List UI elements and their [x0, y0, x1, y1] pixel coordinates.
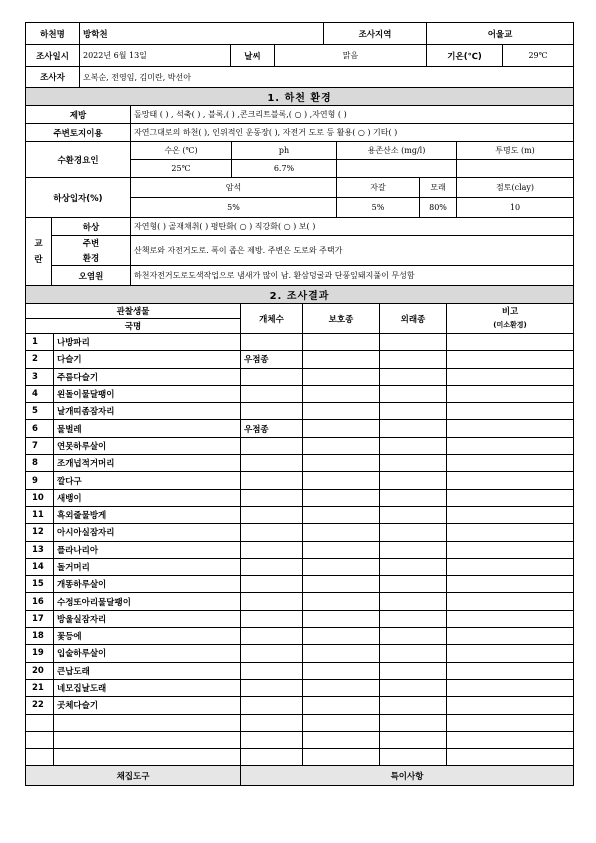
water-env-label: 수환경요인 — [26, 142, 131, 178]
region-label: 조사지역 — [324, 23, 427, 45]
table-row — [26, 541, 574, 558]
species-name: 흑외줄물방게 — [54, 506, 241, 523]
protected-cell — [303, 662, 380, 679]
note-cell — [447, 489, 574, 506]
protected-cell — [303, 610, 380, 627]
species-name: 꽃등에 — [54, 628, 241, 645]
row-number: 7 — [26, 437, 54, 454]
river-name-label: 하천명 — [26, 23, 80, 45]
substrate-value-sand: 80% — [420, 198, 457, 218]
note-cell — [447, 628, 574, 645]
observed-header: 관찰생물 — [26, 304, 241, 319]
note-header — [447, 304, 574, 334]
protected-cell — [303, 334, 380, 351]
species-name: 아시아실잠자리 — [54, 524, 241, 541]
species-name: 깔다구 — [54, 472, 241, 489]
species-count — [241, 610, 303, 627]
invasive-cell — [380, 334, 447, 351]
river-environment-table — [25, 87, 574, 286]
protected-cell — [303, 420, 380, 437]
species-count — [241, 437, 303, 454]
date-value: 2022년 6월 13일 — [80, 45, 231, 67]
note-cell — [447, 645, 574, 662]
table-row — [26, 403, 574, 420]
protected-cell — [303, 524, 380, 541]
note-cell — [447, 576, 574, 593]
substrate-header-gravel: 자갈 — [337, 178, 420, 198]
land-use-label: 주변토지이용 — [26, 124, 131, 142]
row-number: 10 — [26, 489, 54, 506]
table-row — [26, 472, 574, 489]
protected-header: 보호종 — [303, 304, 380, 334]
note-cell — [447, 455, 574, 472]
species-name: 개똥하루살이 — [54, 576, 241, 593]
species-count — [241, 576, 303, 593]
species-count — [241, 506, 303, 523]
substrate-header-sand: 모래 — [420, 178, 457, 198]
section-1-title: 1. 하천 환경 — [26, 88, 574, 106]
table-row — [26, 697, 574, 714]
protected-cell — [303, 679, 380, 696]
weather-value: 맑음 — [275, 45, 427, 67]
protected-cell — [303, 593, 380, 610]
row-number: 2 — [26, 351, 54, 368]
note-cell — [447, 662, 574, 679]
species-name: 새뱅이 — [54, 489, 241, 506]
table-row — [26, 385, 574, 402]
table-row — [26, 524, 574, 541]
species-count — [241, 593, 303, 610]
species-count — [241, 368, 303, 385]
species-count — [241, 524, 303, 541]
note-cell — [447, 506, 574, 523]
substrate-header-rock: 암석 — [131, 178, 337, 198]
row-number: 20 — [26, 662, 54, 679]
region-value: 어울교 — [427, 23, 574, 45]
section-2-title: 2. 조사결과 — [26, 286, 574, 304]
water-header-ph: ph — [232, 142, 337, 160]
note-cell — [447, 385, 574, 402]
substrate-label: 하상입자(%) — [26, 178, 131, 218]
table-row — [26, 645, 574, 662]
survey-form — [25, 22, 573, 786]
row-number: 11 — [26, 506, 54, 523]
protected-cell — [303, 645, 380, 662]
invasive-cell — [380, 385, 447, 402]
invasive-cell — [380, 437, 447, 454]
note-header-label: 비고 — [501, 306, 519, 317]
land-use-value: 자연그대로의 하천( ), 인위적인 운동장( ), 자전거 도로 등 활용( ○ ) 기타( ) — [131, 124, 574, 142]
table-row — [26, 368, 574, 385]
invasive-cell — [380, 368, 447, 385]
species-count — [241, 403, 303, 420]
invasive-cell — [380, 662, 447, 679]
pollution-value: 하천자전거도로도색작업으로 냄새가 많이 남. 환삼덩굴과 단풍잎돼지풀이 무성함 — [131, 266, 574, 286]
row-number: 13 — [26, 541, 54, 558]
species-name: 연못하루살이 — [54, 437, 241, 454]
species-name: 네모집날도래 — [54, 679, 241, 696]
surveyor-label: 조사자 — [26, 67, 80, 88]
table-row — [26, 351, 574, 368]
species-list — [26, 334, 574, 715]
table-row — [26, 455, 574, 472]
invasive-cell — [380, 593, 447, 610]
species-count — [241, 697, 303, 714]
name-header: 국명 — [26, 319, 241, 334]
row-number: 14 — [26, 558, 54, 575]
species-count — [241, 334, 303, 351]
tools-label: 채집도구 — [26, 766, 241, 786]
row-number: 21 — [26, 679, 54, 696]
species-name: 조개넙적거머리 — [54, 455, 241, 472]
invasive-cell — [380, 576, 447, 593]
protected-cell — [303, 437, 380, 454]
note-cell — [447, 558, 574, 575]
embankment-value: 돌망태 ( ) , 석축( ) , 블록,( ) ,콘크리트블록,( ○ ) ,자연형 ( ) — [131, 106, 574, 124]
note-cell — [447, 334, 574, 351]
species-name: 다슬기 — [54, 351, 241, 368]
surround-value: 산책로와 자전거도로. 폭이 좁은 제방. 주변은 도로와 주택가 — [131, 236, 574, 266]
species-count — [241, 645, 303, 662]
species-count — [241, 489, 303, 506]
invasive-cell — [380, 403, 447, 420]
embankment-label: 제방 — [26, 106, 131, 124]
species-name: 플라나리아 — [54, 541, 241, 558]
table-row — [26, 437, 574, 454]
invasive-cell — [380, 558, 447, 575]
surveyor-value: 오복순, 전영임, 김미란, 박선아 — [80, 67, 574, 88]
substrate-value-gravel: 5% — [337, 198, 420, 218]
protected-cell — [303, 368, 380, 385]
row-number: 19 — [26, 645, 54, 662]
invasive-header: 외래종 — [380, 304, 447, 334]
invasive-cell — [380, 351, 447, 368]
protected-cell — [303, 489, 380, 506]
substrate-header-clay: 점토(clay) — [457, 178, 574, 198]
species-name: 방울실잠자리 — [54, 610, 241, 627]
temperature-label: 기온(℃) — [427, 45, 503, 67]
weather-label: 날씨 — [231, 45, 275, 67]
table-row — [26, 628, 574, 645]
note-cell — [447, 472, 574, 489]
species-count — [241, 455, 303, 472]
count-header: 개체수 — [241, 304, 303, 334]
protected-cell — [303, 403, 380, 420]
invasive-cell — [380, 455, 447, 472]
note-cell — [447, 524, 574, 541]
note-cell — [447, 697, 574, 714]
invasive-cell — [380, 679, 447, 696]
row-number: 15 — [26, 576, 54, 593]
note-cell — [447, 541, 574, 558]
table-row — [26, 506, 574, 523]
invasive-cell — [380, 472, 447, 489]
row-number: 9 — [26, 472, 54, 489]
species-count: 우점종 — [241, 420, 303, 437]
note-cell — [447, 610, 574, 627]
protected-cell — [303, 506, 380, 523]
invasive-cell — [380, 697, 447, 714]
table-row — [26, 558, 574, 575]
invasive-cell — [380, 489, 447, 506]
pollution-label: 오염원 — [52, 266, 131, 286]
note-cell — [447, 593, 574, 610]
species-name: 곳체다슬기 — [54, 697, 241, 714]
row-number: 3 — [26, 368, 54, 385]
invasive-cell — [380, 610, 447, 627]
substrate-value-rock: 5% — [131, 198, 337, 218]
water-value-temp: 25℃ — [131, 160, 232, 178]
table-row — [26, 610, 574, 627]
species-name: 수정또아리물달팽이 — [54, 593, 241, 610]
row-number: 22 — [26, 697, 54, 714]
row-number: 4 — [26, 385, 54, 402]
row-number: 5 — [26, 403, 54, 420]
row-number: 16 — [26, 593, 54, 610]
water-value-do — [337, 160, 457, 178]
species-name: 나방파리 — [54, 334, 241, 351]
species-count — [241, 385, 303, 402]
species-count — [241, 628, 303, 645]
temperature-value: 29℃ — [503, 45, 574, 67]
table-row — [26, 489, 574, 506]
survey-results-table — [25, 285, 574, 786]
species-count — [241, 662, 303, 679]
notes-label: 특이사항 — [241, 766, 574, 786]
invasive-cell — [380, 420, 447, 437]
table-row — [26, 420, 574, 437]
species-name: 큰납도래 — [54, 662, 241, 679]
species-count: 우점종 — [241, 351, 303, 368]
note-cell — [447, 351, 574, 368]
table-row — [26, 593, 574, 610]
protected-cell — [303, 385, 380, 402]
surround-label-1: 주변 — [52, 236, 131, 251]
invasive-cell — [380, 628, 447, 645]
species-count — [241, 541, 303, 558]
water-header-temp: 수온 (℃) — [131, 142, 232, 160]
table-row — [26, 576, 574, 593]
water-value-transparency — [457, 160, 574, 178]
species-name: 왼돌이물달팽이 — [54, 385, 241, 402]
surround-label-2: 환경 — [52, 251, 131, 266]
protected-cell — [303, 541, 380, 558]
row-number: 18 — [26, 628, 54, 645]
protected-cell — [303, 472, 380, 489]
riverbed-label: 하상 — [52, 218, 131, 236]
header-table — [25, 22, 574, 88]
protected-cell — [303, 351, 380, 368]
protected-cell — [303, 455, 380, 472]
species-count — [241, 679, 303, 696]
riverbed-value: 자연형( ) 골재채취( ) 평탄화( ○ ) 직강화( ○ ) 보( ) — [131, 218, 574, 236]
table-row — [26, 334, 574, 351]
protected-cell — [303, 576, 380, 593]
invasive-cell — [380, 524, 447, 541]
disturbance-label: 교란 — [26, 218, 52, 286]
row-number: 12 — [26, 524, 54, 541]
river-name-value: 방학천 — [80, 23, 324, 45]
species-name: 날개띠좀잠자리 — [54, 403, 241, 420]
invasive-cell — [380, 645, 447, 662]
table-row — [26, 679, 574, 696]
species-name: 돌거머리 — [54, 558, 241, 575]
row-number: 8 — [26, 455, 54, 472]
protected-cell — [303, 697, 380, 714]
species-name: 주름다슬기 — [54, 368, 241, 385]
invasive-cell — [380, 506, 447, 523]
note-cell — [447, 437, 574, 454]
protected-cell — [303, 628, 380, 645]
note-cell — [447, 368, 574, 385]
table-row — [26, 662, 574, 679]
row-number: 6 — [26, 420, 54, 437]
species-count — [241, 472, 303, 489]
invasive-cell — [380, 541, 447, 558]
species-count — [241, 558, 303, 575]
note-header-sub: (미소환경) — [493, 320, 527, 329]
species-name: 입술하루살이 — [54, 645, 241, 662]
water-header-transparency: 투명도 (m) — [457, 142, 574, 160]
water-header-do: 용존산소 (mg/l) — [337, 142, 457, 160]
substrate-value-clay: 10 — [457, 198, 574, 218]
row-number: 17 — [26, 610, 54, 627]
row-number: 1 — [26, 334, 54, 351]
note-cell — [447, 679, 574, 696]
date-label: 조사일시 — [26, 45, 80, 67]
species-name: 물벌레 — [54, 420, 241, 437]
note-cell — [447, 420, 574, 437]
water-value-ph: 6.7% — [232, 160, 337, 178]
note-cell — [447, 403, 574, 420]
protected-cell — [303, 558, 380, 575]
